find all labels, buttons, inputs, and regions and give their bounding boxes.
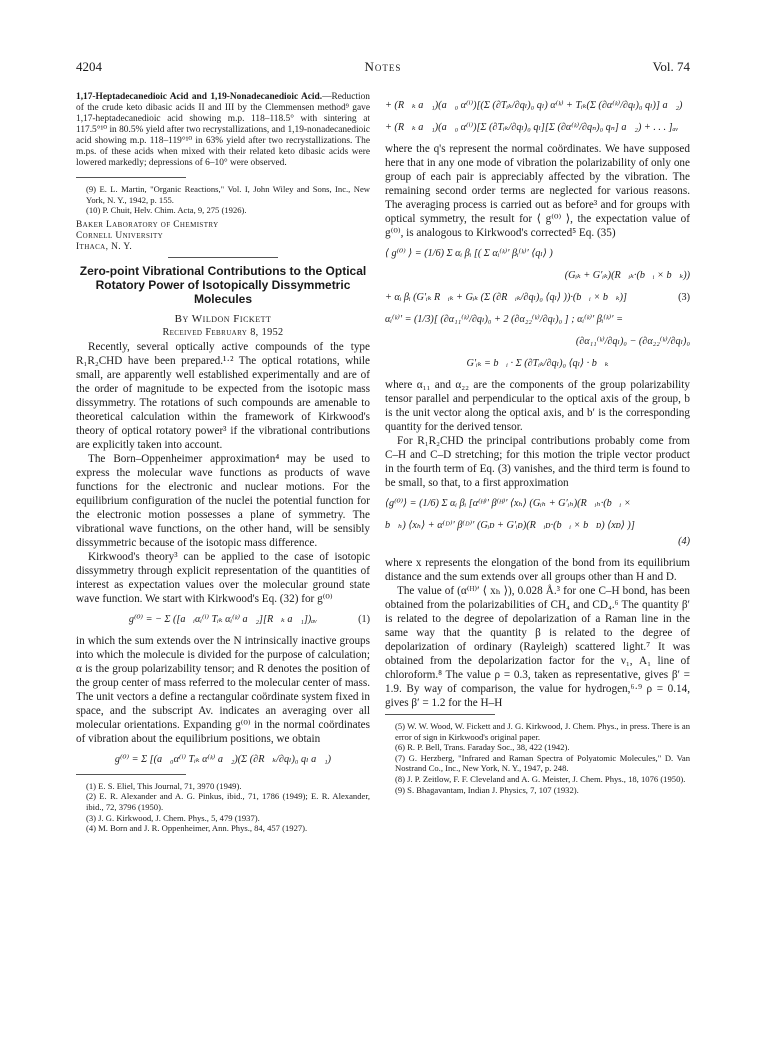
article-footnotes-right [385, 721, 690, 795]
volume-label: Vol. 74 [652, 59, 690, 74]
affiliation-line: Ithaca, N. Y. [76, 241, 133, 252]
body-paragraph: The Born–Oppenheimer approximation⁴ may be used to express the molecular wave functions as products of wave functions for the electronic and nuclear motions. For the equilibrium configuration of the nuclei the potential function for the electronic motion possesses a plane of symmetry. The vibrational wave functions, on the other hand, will be sensibly dissymmetric because of the isotopic mass difference. [76, 452, 370, 549]
equation-text: (Gᵢₖ + G′ᵢₖ)(R⃗ᵢₖ·(b⃗ᵢ × b⃗ₖ)) [564, 270, 690, 281]
equation-2-continued [385, 98, 690, 114]
equation-text: b⃗ₕ) ⟨xₕ⟩ + α⁽ᴰ⁾′ β⁽ᴰ⁾′ (Gᵢᴅ + G′ᵢᴅ)(R⃗ᵢᴅ·(b⃗ᵢ × b⃗ᴅ) ⟨xᴅ⟩ )] [385, 520, 635, 531]
body-paragraph: Kirkwood's theory³ can be applied to the case of isotopic dissymmetry through explicit representation of the quantities of interest as expectation values over the molecular ground state wave function. We start with Kirkwood's Eq. (32) for g⁽⁰⁾ [76, 550, 370, 605]
equation-text: ⟨ g⁽⁰⁾ ⟩ = (1/6) Σ αᵢ βᵢ [( Σ αᵢ⁽ᵏ⁾′ βᵢ⁽ᵏ⁾′ ⟨qₗ⟩ ) [385, 248, 553, 259]
equation-text: + (R⃗ₖ a⃗₁)(a⃗₀ α⁽ⁱ⁾)[Σ (∂Tᵢₖ/∂qₗ)₀ qₗ][Σ (∂α⁽ᵏ⁾/∂qₙ)₀ qₙ] a⃗₂) + . . . ]ₐᵥ [385, 122, 679, 133]
equation-text: g⁽⁰⁾ = Σ [(a⃗₀α⁽ⁱ⁾ Tᵢₖ α⁽ᵏ⁾ a⃗₂)(Σ (∂R⃗ₖ/∂qₗ)₀ qₗ a⃗₁) [114, 753, 332, 765]
prev-article-paragraph [76, 92, 370, 169]
equation-text: + αᵢ βᵢ (G′ᵢₖ R⃗ᵢₖ + Gᵢₖ (Σ (∂R⃗ᵢₖ/∂qₗ)₀ ⟨qₗ⟩ ))·(b⃗ᵢ × b⃗ₖ)] [385, 292, 627, 303]
equation-label: (3) [678, 292, 690, 303]
equation-text: (∂α₁₁⁽ᵏ⁾/∂qₗ)₀ − (∂α₂₂⁽ᵏ⁾/∂qₗ)₀ [575, 336, 690, 347]
body-paragraph: where α₁₁ and α₂₂ are the components of the group polarizability tensor parallel and perpendicular to the optical axis of the group, b is the unit vector along the optical axis, and b′ is the corresponding quantity for the derived tensor. [385, 379, 690, 433]
footnote-item: (6) R. P. Bell, Trans. Faraday Soc., 38, 422 (1942). [395, 742, 570, 753]
equation-text: G′ᵢₖ = b⃗ᵢ · Σ (∂Tᵢₖ/∂qₗ)₀ ⟨qₗ⟩ · b⃗ₖ [466, 358, 609, 369]
body-paragraph: Recently, several optically active compounds of the type R₁R₂CHD have been prepared.¹·² The optical rotations, while small, are apparently well established experimentally and are of the order of magnitude to be expected from the isotopic mass dissymmetry. The rotations of such compounds are amenable to theoretical calculation within the framework of Kirkwood's theory of optical rotatory power³ if the vibrational contributions are explicitly taken into account. [76, 340, 370, 451]
equation-text: ⟨g⁽⁰⁾⟩ = (1/6) Σ αᵢ βᵢ [α⁽ᴴ⁾′ β⁽ᴴ⁾′ ⟨xₕ⟩ (Gᵢₕ + G′ᵢₕ)(R⃗ᵢₕ·(b⃗ᵢ × [385, 498, 631, 509]
equation-label: (4) [678, 536, 690, 547]
footnote-rule [385, 714, 495, 715]
prev-footnotes [76, 184, 370, 216]
equation-text: αᵢ⁽ᵏ⁾′ = (1/3)[ (∂α₁₁⁽ᵏ⁾/∂qₗ)₀ + 2 (∂α₂₂⁽ᵏ⁾/∂qₗ)₀ ] ; αᵢ⁽ᵏ⁾′ βᵢ⁽ᵏ⁾′ = [385, 314, 623, 325]
equation-1 [76, 612, 370, 628]
equation-text: + (R⃗ₖ a⃗₁)(a⃗₀ α⁽ⁱ⁾)[(Σ (∂Tᵢₖ/∂qₗ)₀ qₗ) α⁽ᵏ⁾ + Tᵢₖ(Σ (∂α⁽ᵏ⁾/∂qₗ)₀ qₗ)] a⃗₂) [385, 100, 683, 111]
right-column [385, 92, 690, 795]
equation-4-line [385, 334, 690, 350]
equation-6-line [385, 518, 690, 534]
footnote-item: (9) S. Bhagavantam, Indian J. Physics, 7, 107 (1932). [395, 784, 579, 795]
equation-5 [385, 356, 690, 372]
article-title: Zero-point Vibrational Contributions to the Optical Rotatory Power of Isotopically Dissymmetric Molecules [79, 263, 367, 306]
footnote-item: (4) M. Born and J. R. Oppenheimer, Ann. Phys., 84, 457 (1927). [86, 823, 308, 834]
equation-text: g⁽⁰⁾ = − Σ ([a⃗ᵢαᵢ⁽ⁱ⁾ Tᵢₖ αᵢ⁽ᵏ⁾ a⃗₂][R⃗ₖ a⃗₁])ₐᵥ [128, 613, 318, 625]
equation-3-line [385, 268, 690, 284]
affiliation [76, 220, 370, 253]
footnote-item: (7) G. Herzberg, "Infrared and Raman Spectra of Polyatomic Molecules," D. Van Nostrand Co., Inc., New York, N. Y., 1947, p. 248. [395, 752, 690, 774]
footnote-item: (9) E. L. Martin, "Organic Reactions," Vol. I, John Wiley and Sons, Inc., New York, N. Y., 1942, p. 155. [86, 184, 370, 205]
body-paragraph: For R₁R₂CHD the principal contributions probably come from C–H and C–D stretching; for this motion the triple vector product in the fourth term of Eq. (3) vanishes, and the third term is found to be small, so that, to a first approximation [385, 435, 690, 489]
footnote-rule [76, 774, 186, 775]
running-title: Notes [364, 59, 402, 74]
prev-article-heading: 1,17-Heptadecanedioic Acid and 1,19-Nonadecanedioic Acid. [76, 92, 323, 102]
equation-3 [385, 246, 690, 262]
footnote-item: (5) W. W. Wood, W. Fickett and J. G. Kirkwood, J. Chem. Phys., in press. There is an error of sign in Kirkwood's original paper. [395, 721, 690, 742]
equation-6-label-row [385, 534, 690, 550]
article-byline: By Wildon Fickett [174, 312, 272, 325]
page-header [76, 59, 690, 75]
footnote-item: (10) P. Chuit, Helv. Chim. Acta, 9, 275 (1926). [86, 205, 247, 216]
prev-article-text: —Reduction of the crude keto dibasic acids II and III by the Clemmensen method⁹ gave 1,17-heptadecanedioic acid showing m.p. 118–118.5° with sintering at 117.5°¹⁰ in 80.5% yield after two recrystallizations, and 1,19-nonadecanedioic acid showing m.p. 118–119°¹⁰ in 63% yield after two recrystallizations. The m.ps. of these acids when mixed with their related keto dibasic acids were lowered markedly; depressions of 6–10° were observed. [76, 92, 370, 168]
footnote-item: (8) J. P. Zeitlow, F. F. Cleveland and A. G. Meister, J. Chem. Phys., 18, 1076 (1950). [395, 773, 686, 784]
body-paragraph: in which the sum extends over the N intrinsically inactive groups into which the molecule is divided for the purpose of calculation; α is the group polarizability tensor; and R denotes the position of the group center of mass referred to the molecular center of mass. The unit vectors a define a rectangular coördinate system fixed in space, and the subscript Av. indicates an averaging over all molecular orientations. Expanding g⁽⁰⁾ in the normal coördinates of vibration about the equilibrium positions, we obtain [76, 634, 370, 745]
equation-label: (1) [358, 613, 370, 625]
footnote-item: (2) E. R. Alexander and A. G. Pinkus, ibid., 71, 1786 (1949); E. R. Alexander, ibid., 72, 3796 (1950). [86, 791, 370, 812]
article-footnotes-left [76, 781, 370, 834]
body-paragraph: The value of (α⁽ᴴ⁾′ ⟨ xₕ ⟩), 0.028 Å.³ for one C–H bond, has been obtained from the polarizabilities of CH₄ and CD₄.⁶ The quantity β′ is related to the degree of depolarization of a Raman line in the same way that the quantity β is related to the degree of depolarization of ordinary (Rayleigh) scattered light.⁷ It was obtained from the depolarization factor for the ν₁, A₁ line of chloroform.⁸ The value ρ = 0.3, taken as representative, gives β′ = 1.9. By way of comparison, the value for hydrogen,⁶·⁹ ρ = 0.14, gives β′ = 1.2 for the H–H [385, 585, 690, 709]
article-separator [168, 257, 278, 258]
page-number: 4204 [76, 59, 102, 74]
article-received: Received February 8, 1952 [162, 326, 284, 338]
footnote-item: (3) J. G. Kirkwood, J. Chem. Phys., 5, 479 (1937). [86, 812, 260, 823]
footnote-item: (1) E. S. Eliel, This Journal, 71, 3970 (1949). [86, 780, 242, 791]
equation-4 [385, 312, 690, 328]
equation-2 [76, 752, 370, 768]
affiliation-line: Cornell University [76, 230, 164, 241]
left-column [76, 92, 370, 834]
equation-2-continued [385, 120, 690, 136]
body-paragraph: where the q's represent the normal coördinates. We have supposed here that in any one mode of vibration the polarizability of only one group of each pair is appreciably affected by the vibration. The remaining second order terms are neglected for various reasons. The averaging process is carried out as before³ and for groups with optical symmetry, the result for ⟨ g⁽⁰⁾ ⟩, the expectation value of g⁽⁰⁾, is analogous to Kirkwood's corrected⁵ Eq. (35) [385, 143, 690, 239]
equation-3-line [385, 290, 690, 306]
affiliation-line: Baker Laboratory of Chemistry [76, 219, 219, 230]
footnote-rule [76, 177, 186, 178]
equation-6 [385, 496, 690, 512]
body-paragraph: where x represents the elongation of the bond from its equilibrium distance and the sum extends over all groups other than H and D. [385, 557, 690, 583]
